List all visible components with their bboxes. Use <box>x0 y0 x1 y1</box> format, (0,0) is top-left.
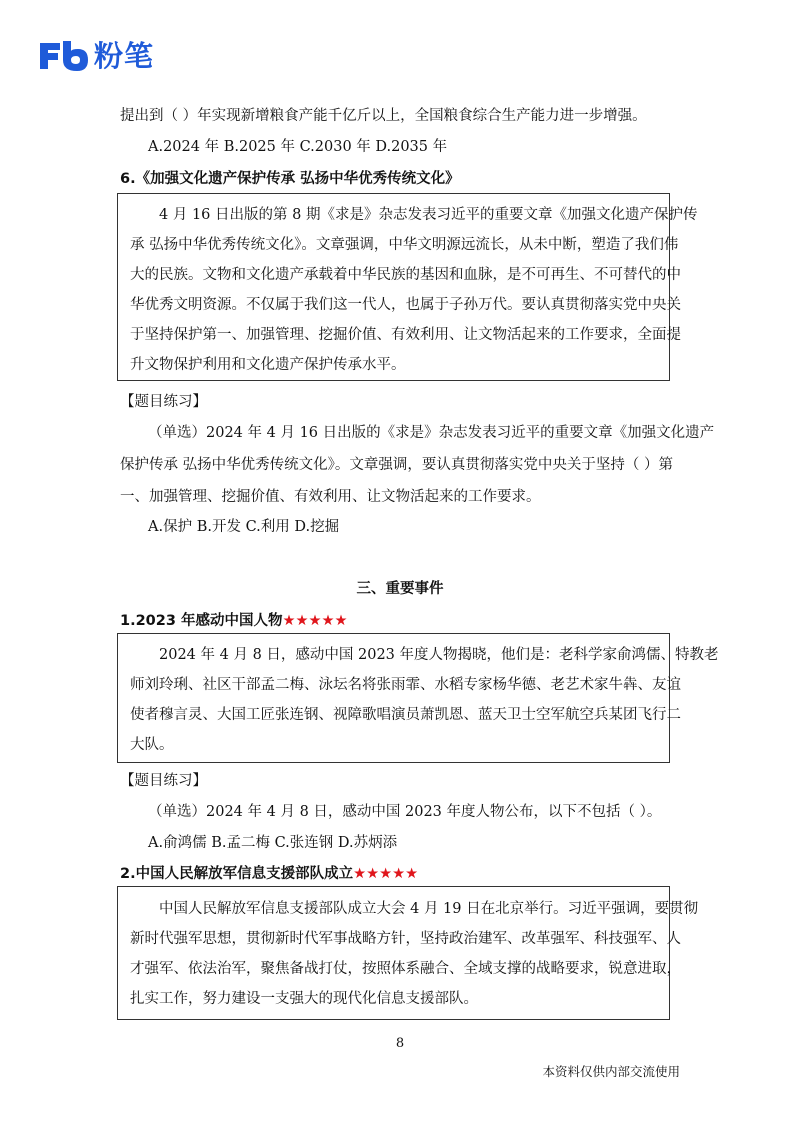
box-line: 才强军、依法治军，聚焦备战打仗，按照体系融合、全域支撑的战略要求，锐意进取， <box>130 961 681 977</box>
star-rating: ★★★★★ <box>282 613 348 629</box>
box-line: 升文物保护利用和文化遗产保护传承水平。 <box>130 357 406 373</box>
event2-title <box>120 862 418 883</box>
box-line: 承 弘扬中华优秀传统文化》。文章强调，中华文明源远流长，从未中断，塑造了我们伟 <box>130 237 679 253</box>
prev-question-options: A.2024 年 B.2025 年 C.2030 年 D.2035 年 <box>148 139 448 155</box>
brand-name: 粉笔 <box>94 39 155 73</box>
box-line: 4 月 16 日出版的第 8 期《求是》杂志发表习近平的重要文章《加强文化遗产保护传 <box>130 207 698 223</box>
question-line: 一、加强管理、挖掘价值、有效利用、让文物活起来的工作要求。 <box>120 489 541 505</box>
box-line: 大的民族。文物和文化遗产承载着中华民族的基因和血脉，是不可再生、不可替代的中 <box>130 267 681 283</box>
question-line: 保护传承 弘扬中华优秀传统文化》。文章强调，要认真贯彻落实党中央关于坚持（ ）第 <box>120 457 673 473</box>
practice-label: 【题目练习】 <box>120 394 207 410</box>
event1-title <box>120 609 348 630</box>
event1-title-text: 1.2023 年感动中国人物 <box>120 613 283 629</box>
box-line: 于坚持保护第一、加强管理、挖掘价值、有效利用、让文物活起来的工作要求，全面提 <box>130 327 681 343</box>
box-line: 华优秀文明资源。不仅属于我们这一代人，也属于子孙万代。要认真贯彻落实党中央关 <box>130 297 681 313</box>
footer-note: 本资料仅供内部交流使用 <box>542 1064 680 1079</box>
box-line: 扎实工作，努力建设一支强大的现代化信息支援部队。 <box>130 991 478 1007</box>
event2-title-text: 2.中国人民解放军信息支援部队成立 <box>120 866 354 882</box>
practice-label: 【题目练习】 <box>120 773 207 789</box>
prev-question-stem: 提出到（ ）年实现新增粮食产能千亿斤以上，全国粮食综合生产能力进一步增强。 <box>120 108 647 124</box>
part3-title: 三、重要事件 <box>356 581 444 597</box>
page-number: 8 <box>395 1036 405 1051</box>
box-line: 大队。 <box>130 737 174 753</box>
box-line: 使者穆言灵、大国工匠张连钢、视障歌唱演员萧凯恩、蓝天卫士空军航空兵某团飞行二 <box>130 707 681 723</box>
question-options: A.保护 B.开发 C.利用 D.挖掘 <box>148 519 340 535</box>
fenbi-logo-icon <box>38 37 90 73</box>
event2-box <box>117 886 699 1020</box>
section6-title: 6.《加强文化遗产保护传承 弘扬中华优秀传统文化》 <box>120 171 460 187</box>
box-line: 2024 年 4 月 8 日，感动中国 2023 年度人物揭晓，他们是：老科学家俞鸿儒、特教老 <box>130 647 719 663</box>
box-line: 新时代强军思想，贯彻新时代军事战略方针，坚持政治建军、改革强军、科技强军、人 <box>130 931 681 947</box>
box-line: 中国人民解放军信息支援部队成立大会 4 月 19 日在北京举行。习近平强调，要贯彻 <box>130 901 699 917</box>
question-line: （单选）2024 年 4 月 16 日出版的《求是》杂志发表习近平的重要文章《加强文化遗产 <box>148 425 715 441</box>
star-rating: ★★★★★ <box>353 866 419 882</box>
brand-logo <box>38 34 154 75</box>
event1-box <box>117 633 719 763</box>
question-line: （单选）2024 年 4 月 8 日，感动中国 2023 年度人物公布，以下不包括（ ）。 <box>148 804 662 820</box>
section6-box <box>117 193 698 381</box>
question-options: A.俞鸿儒 B.孟二梅 C.张连钢 D.苏炳添 <box>148 835 398 851</box>
box-line: 师刘玲琍、社区干部孟二梅、泳坛名将张雨霏、水稻专家杨华德、老艺术家牛犇、友谊 <box>130 677 681 693</box>
